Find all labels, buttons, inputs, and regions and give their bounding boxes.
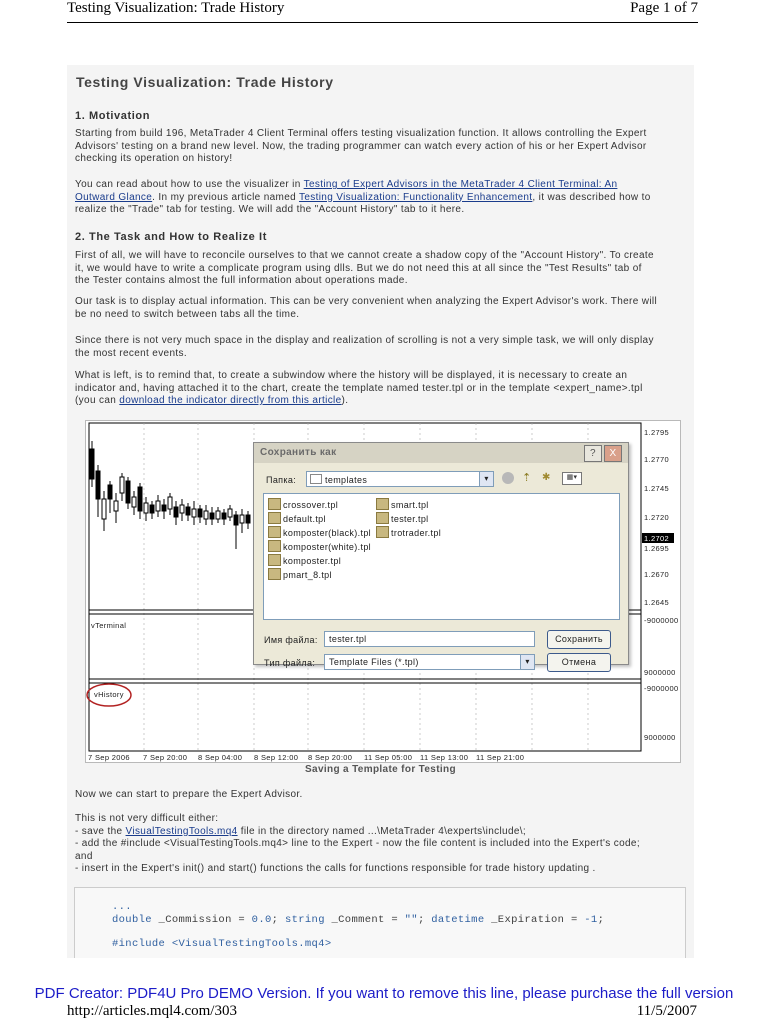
subwindow-label-vterminal: vTerminal <box>91 621 127 630</box>
current-price-label: 1.2702 <box>644 534 670 543</box>
file-name: komposter.tpl <box>283 556 342 566</box>
file-list <box>263 493 620 620</box>
price-label: 1.2670 <box>644 570 670 579</box>
filetype-value: Template Files (*.tpl) <box>329 657 419 667</box>
figure-screenshot <box>85 420 681 763</box>
header-page-number: Page 1 of 7 <box>630 0 698 16</box>
time-label: 11 Sep 13:00 <box>420 753 469 762</box>
filename-label: Имя файла: <box>264 635 318 645</box>
file-item[interactable] <box>268 498 338 512</box>
paragraph-motivation <box>75 128 687 166</box>
template-file-icon <box>376 498 389 510</box>
time-label: 8 Sep 20:00 <box>308 753 353 762</box>
file-item[interactable] <box>268 540 371 554</box>
file-item[interactable] <box>268 512 326 526</box>
text-line: First of all, we will have to reconcile ourselves to that we cannot create a shadow copy of the "Account History". To create <box>75 250 654 261</box>
pdf-page-header <box>67 0 698 23</box>
file-item[interactable] <box>268 526 371 540</box>
section-heading-task: 2. The Task and How to Realize It <box>75 231 267 243</box>
code-line: #include <VisualTestingTools.mq4> <box>112 938 332 950</box>
code-token: "" <box>404 914 418 926</box>
file-item[interactable] <box>268 568 332 582</box>
text-line: it, we would have to write a complicate program using dlls. But we do not need this at all since the "Test Results" tab of <box>75 262 642 274</box>
time-label: 11 Sep 21:00 <box>476 753 525 762</box>
template-file-icon <box>268 498 281 510</box>
time-label: 7 Sep 2006 <box>88 753 130 762</box>
code-token: string <box>284 914 325 926</box>
price-label: 1.2745 <box>644 484 670 493</box>
close-button[interactable]: X <box>604 445 622 462</box>
footer-url: http://articles.mql4.com/303 <box>67 1003 237 1019</box>
text-line: and <box>75 850 93 862</box>
link-functionality-enhancement[interactable]: Testing Visualization: Functionality Enhancement <box>299 191 533 203</box>
new-folder-icon[interactable]: ✱ <box>542 472 551 483</box>
file-item[interactable] <box>376 512 429 526</box>
template-file-icon <box>376 526 389 538</box>
folder-label: Папка: <box>266 475 297 485</box>
file-name: crossover.tpl <box>283 500 339 510</box>
text-span: . In my previous article named <box>152 191 299 203</box>
code-token: 0.0 <box>251 914 272 926</box>
text-line: Starting from build 196, MetaTrader 4 Client Terminal offers testing visualization function. It allows controlling the Expert <box>75 128 647 139</box>
code-token: _Expiration = <box>484 914 585 926</box>
file-name: pmart_8.tpl <box>283 570 332 580</box>
subwindow-scale: -9000000 <box>644 684 679 693</box>
back-icon[interactable] <box>502 472 514 484</box>
code-token: ; <box>271 914 285 926</box>
text-line: Our task is to display actual information. This can be very convenient when analyzing the Expert Advisor's work. There will <box>75 296 658 307</box>
filetype-select[interactable] <box>324 654 535 670</box>
text-line: realize the "Trade" tab for testing. We will add the "Account History" tab to it here. <box>75 204 465 215</box>
subwindow-scale: -9000000 <box>644 616 679 625</box>
chevron-down-icon[interactable]: ▾ <box>479 472 493 486</box>
text-span: You can read about how to use the visualizer in <box>75 179 304 190</box>
template-file-icon <box>376 512 389 524</box>
paragraph-account-history <box>75 250 687 288</box>
text-span: - save the <box>75 825 126 837</box>
filetype-label: Тип файла: <box>264 658 316 668</box>
price-label: 1.2645 <box>644 598 670 607</box>
file-name: komposter(black).tpl <box>283 528 372 538</box>
text-line: - insert in the Expert's init() and start() functions the calls for functions responsible for trade history updating . <box>75 863 596 874</box>
template-file-icon <box>268 568 281 580</box>
text-line: Advisors' testing on a brand new level. Now, the trading programmer can watch every action of his or her Expert Advisor <box>75 140 647 152</box>
paragraph-template <box>75 370 687 408</box>
filename-value: tester.tpl <box>329 634 367 644</box>
link-visualtestingtools[interactable]: VisualTestingTools.mq4 <box>125 825 238 837</box>
file-item[interactable] <box>376 526 441 540</box>
text-line: Since there is not very much space in the display and realization of scrolling is not a very simple task, we will only display <box>75 335 654 346</box>
folder-select[interactable] <box>306 471 494 487</box>
subwindow-scale: 9000000 <box>644 668 676 677</box>
text-line: indicator and, having attached it to the chart, create the template named tester.tpl or in the template <expert_name>.tpl <box>75 382 643 394</box>
time-label: 8 Sep 12:00 <box>254 753 299 762</box>
link-outward-glance[interactable]: Outward Glance <box>75 191 153 203</box>
article-body <box>67 65 694 958</box>
save-button[interactable]: Сохранить <box>547 630 611 649</box>
price-label: 1.2695 <box>644 544 670 553</box>
time-label: 11 Sep 05:00 <box>364 753 413 762</box>
code-line <box>112 914 604 927</box>
price-label: 1.2770 <box>644 455 670 464</box>
file-name: smart.tpl <box>391 500 429 510</box>
text-span: , it was described how to <box>532 191 651 203</box>
code-token: _Commission = <box>151 914 252 926</box>
paragraph-steps <box>75 813 687 876</box>
save-as-dialog <box>253 442 629 668</box>
up-folder-icon[interactable]: ⇡ <box>522 472 532 484</box>
text-line: be no need to switch between tabs all the time. <box>75 308 300 320</box>
template-file-icon <box>268 540 281 552</box>
text-line: checking its operation on history! <box>75 153 233 164</box>
paragraph-references <box>75 179 687 217</box>
time-label: 8 Sep 04:00 <box>198 753 243 762</box>
text-span: file in the directory named ...\MetaTrader 4\experts\include\; <box>237 825 527 837</box>
view-menu-icon[interactable]: ▦▾ <box>562 472 582 485</box>
paragraph-prepare: Now we can start to prepare the Expert Advisor. <box>75 789 303 800</box>
folder-value: templates <box>325 475 368 485</box>
code-token: ; <box>417 914 432 926</box>
template-file-icon <box>268 554 281 566</box>
link-testing-expert-advisors[interactable]: Testing of Expert Advisors in the MetaTrader 4 Client Terminal: An <box>303 179 618 190</box>
dialog-title: Сохранить как <box>260 447 337 458</box>
template-file-icon <box>268 512 281 524</box>
text-line: This is not very difficult either: <box>75 813 219 824</box>
file-name: tester.tpl <box>391 514 429 524</box>
subwindow-scale: 9000000 <box>644 733 676 742</box>
text-line: What is left, is to remind that, to create a subwindow where the history will be displayed, it is necessary to create an <box>75 370 628 381</box>
file-item[interactable] <box>268 554 341 568</box>
header-title: Testing Visualization: Trade History <box>67 0 285 16</box>
code-token: double <box>112 914 152 926</box>
chevron-down-icon[interactable]: ▾ <box>520 655 534 669</box>
code-token: -1 <box>584 914 598 926</box>
file-name: default.tpl <box>283 514 326 524</box>
price-label: 1.2795 <box>644 428 670 437</box>
footer-date: 11/5/2007 <box>636 1003 697 1019</box>
link-download-indicator[interactable]: download the indicator directly from this article <box>119 395 342 406</box>
cancel-button[interactable]: Отмена <box>547 653 611 672</box>
text-line: the Tester contains almost the full information about operations made. <box>75 275 408 286</box>
dialog-titlebar <box>254 443 628 463</box>
folder-icon <box>310 474 322 484</box>
code-token: datetime <box>431 914 485 926</box>
file-name: trotrader.tpl <box>391 528 442 538</box>
text-line: the most recent events. <box>75 347 187 359</box>
text-span: (you can <box>75 395 120 406</box>
text-span: ). <box>341 395 349 406</box>
subwindow-label-vhistory: vHistory <box>94 690 124 699</box>
paragraph-recent-events <box>75 335 687 360</box>
text-line: - add the #include <VisualTestingTools.mq4> line to the Expert - now the file content is included into the Expert's code; <box>75 838 640 849</box>
pdf-demo-banner: PDF Creator: PDF4U Pro DEMO Version. If you want to remove this line, please purchase the full version <box>34 985 734 1002</box>
file-item[interactable] <box>376 498 429 512</box>
help-button[interactable]: ? <box>584 445 602 462</box>
filename-input[interactable] <box>324 631 535 647</box>
paragraph-task <box>75 296 687 321</box>
code-block <box>74 887 686 958</box>
section-heading-motivation: 1. Motivation <box>75 110 151 122</box>
code-token: ; <box>597 914 605 926</box>
code-line: ... <box>112 901 132 913</box>
price-label: 1.2720 <box>644 513 670 522</box>
code-token: _Comment = <box>324 914 405 926</box>
template-file-icon <box>268 526 281 538</box>
time-label: 7 Sep 20:00 <box>143 753 188 762</box>
figure-caption: Saving a Template for Testing <box>305 764 456 775</box>
file-name: komposter(white).tpl <box>283 542 372 552</box>
article-title: Testing Visualization: Trade History <box>76 74 334 90</box>
